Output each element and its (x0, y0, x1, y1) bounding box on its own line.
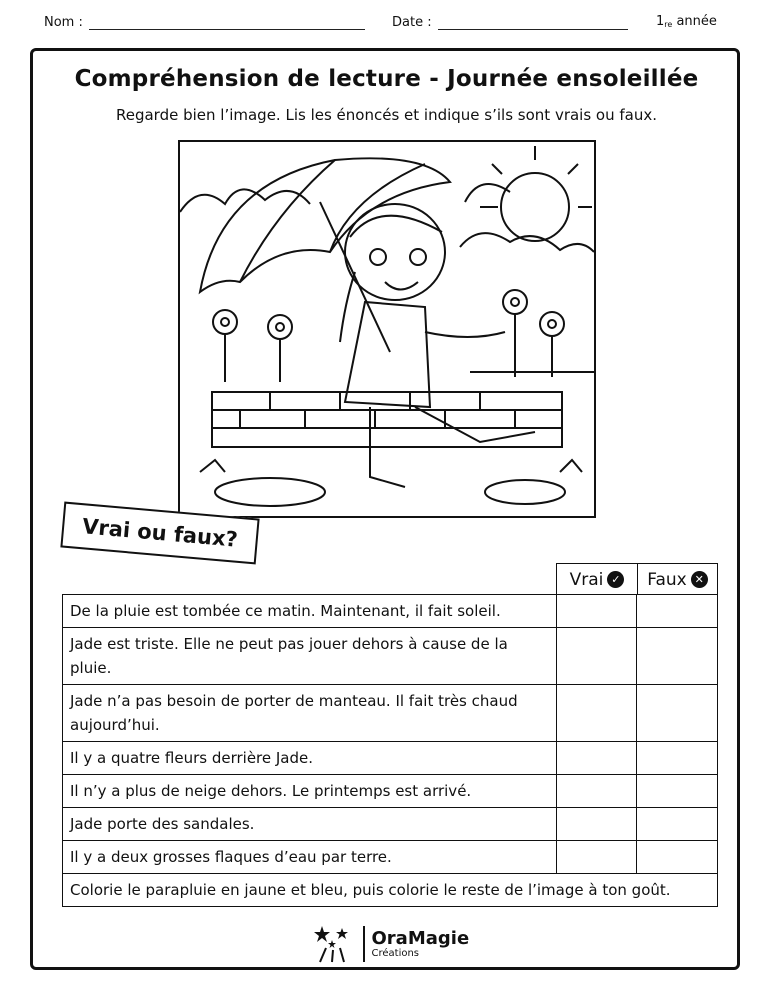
statement-text: Jade est triste. Elle ne peut pas jouer dehors à cause de la pluie. (63, 628, 557, 685)
statement-text: Jade porte des sandales. (63, 808, 557, 841)
table-row (63, 595, 718, 628)
faux-checkbox[interactable] (637, 628, 718, 685)
name-line[interactable] (89, 14, 365, 30)
oramagie-logo (312, 922, 469, 966)
true-false-table (62, 594, 718, 907)
date-line[interactable] (438, 14, 628, 30)
date-label: Date : (392, 15, 432, 30)
vrai-checkbox[interactable] (556, 742, 637, 775)
grade-superscript: re (664, 20, 673, 29)
statement-text: Il y a deux grosses flaques d’eau par terre. (63, 841, 557, 874)
logo-separator (363, 926, 365, 962)
statement-text: Jade n’a pas besoin de porter de manteau. Il fait très chaud aujourd’hui. (63, 685, 557, 742)
table-row (63, 628, 718, 685)
table-row (63, 841, 718, 874)
x-circle-icon: ✕ (691, 571, 708, 588)
grade-number: 1 (656, 14, 665, 29)
statement-text: Il n’y a plus de neige dehors. Le printemps est arrivé. (63, 775, 557, 808)
column-header-faux (637, 563, 718, 595)
vrai-checkbox[interactable] (556, 685, 637, 742)
check-circle-icon: ✓ (607, 571, 624, 588)
faux-checkbox[interactable] (637, 808, 718, 841)
column-vrai-label: Vrai (569, 569, 604, 590)
worksheet-title: Compréhension de lecture - Journée ensoleillée (74, 66, 699, 92)
header-row (44, 14, 733, 38)
vrai-checkbox[interactable] (556, 841, 637, 874)
instructions: Regarde bien l’image. Lis les énoncés et indique s’ils sont vrais ou faux. (115, 106, 658, 124)
true-false-badge: Vrai ou faux? (60, 502, 259, 565)
name-label: Nom : (44, 15, 83, 30)
faux-checkbox[interactable] (637, 685, 718, 742)
statement-text: De la pluie est tombée ce matin. Maintenant, il fait soleil. (63, 595, 557, 628)
illustration (178, 140, 596, 518)
column-faux-label: Faux (647, 569, 687, 590)
logo-subtitle: Créations (371, 947, 420, 959)
table-row (63, 685, 718, 742)
table-row (63, 775, 718, 808)
logo-brand: OraMagie (371, 927, 470, 949)
statement-text: Il y a quatre fleurs derrière Jade. (63, 742, 557, 775)
faux-checkbox[interactable] (637, 742, 718, 775)
vrai-checkbox[interactable] (556, 775, 637, 808)
faux-checkbox[interactable] (637, 841, 718, 874)
coloring-instruction: Colorie le parapluie en jaune et bleu, puis colorie le reste de l’image à ton goût. (63, 874, 718, 907)
grade-word: année (676, 14, 717, 29)
stars-icon (312, 924, 356, 964)
logo-text (372, 929, 470, 960)
table-row (63, 808, 718, 841)
faux-checkbox[interactable] (637, 775, 718, 808)
grade-label (656, 14, 717, 29)
table-row (63, 874, 718, 907)
column-header-vrai (556, 563, 638, 595)
table-row (63, 742, 718, 775)
girl-umbrella-illustration (180, 142, 594, 516)
date-field[interactable] (392, 14, 628, 30)
name-field[interactable] (44, 14, 365, 30)
vrai-checkbox[interactable] (556, 808, 637, 841)
vrai-checkbox[interactable] (556, 628, 637, 685)
faux-checkbox[interactable] (637, 595, 718, 628)
vrai-checkbox[interactable] (556, 595, 637, 628)
